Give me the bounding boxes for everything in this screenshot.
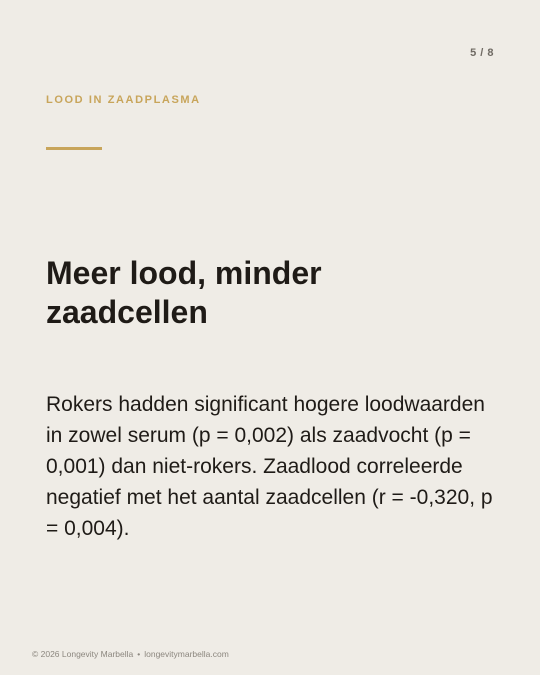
- footer: [32, 649, 229, 659]
- section-eyebrow: LOOD IN ZAADPLASMA: [46, 94, 201, 106]
- accent-divider: [46, 147, 102, 150]
- page-counter: 5 / 8: [470, 47, 494, 59]
- footer-copyright: © 2026 Longevity Marbella: [32, 649, 134, 659]
- footer-separator: •: [137, 649, 141, 659]
- body-paragraph: Rokers hadden significant hogere loodwaarden in zowel serum (p = 0,002) als zaadvocht (p = 0,001) dan niet-rokers. Zaadlood correleerde negatief met het aantal zaadcellen (r = -0,320, p = 0,004).: [46, 393, 493, 540]
- page-title: Meer lood, minder zaadcellen: [46, 255, 322, 330]
- footer-website-link[interactable]: longevitymarbella.com: [144, 649, 229, 659]
